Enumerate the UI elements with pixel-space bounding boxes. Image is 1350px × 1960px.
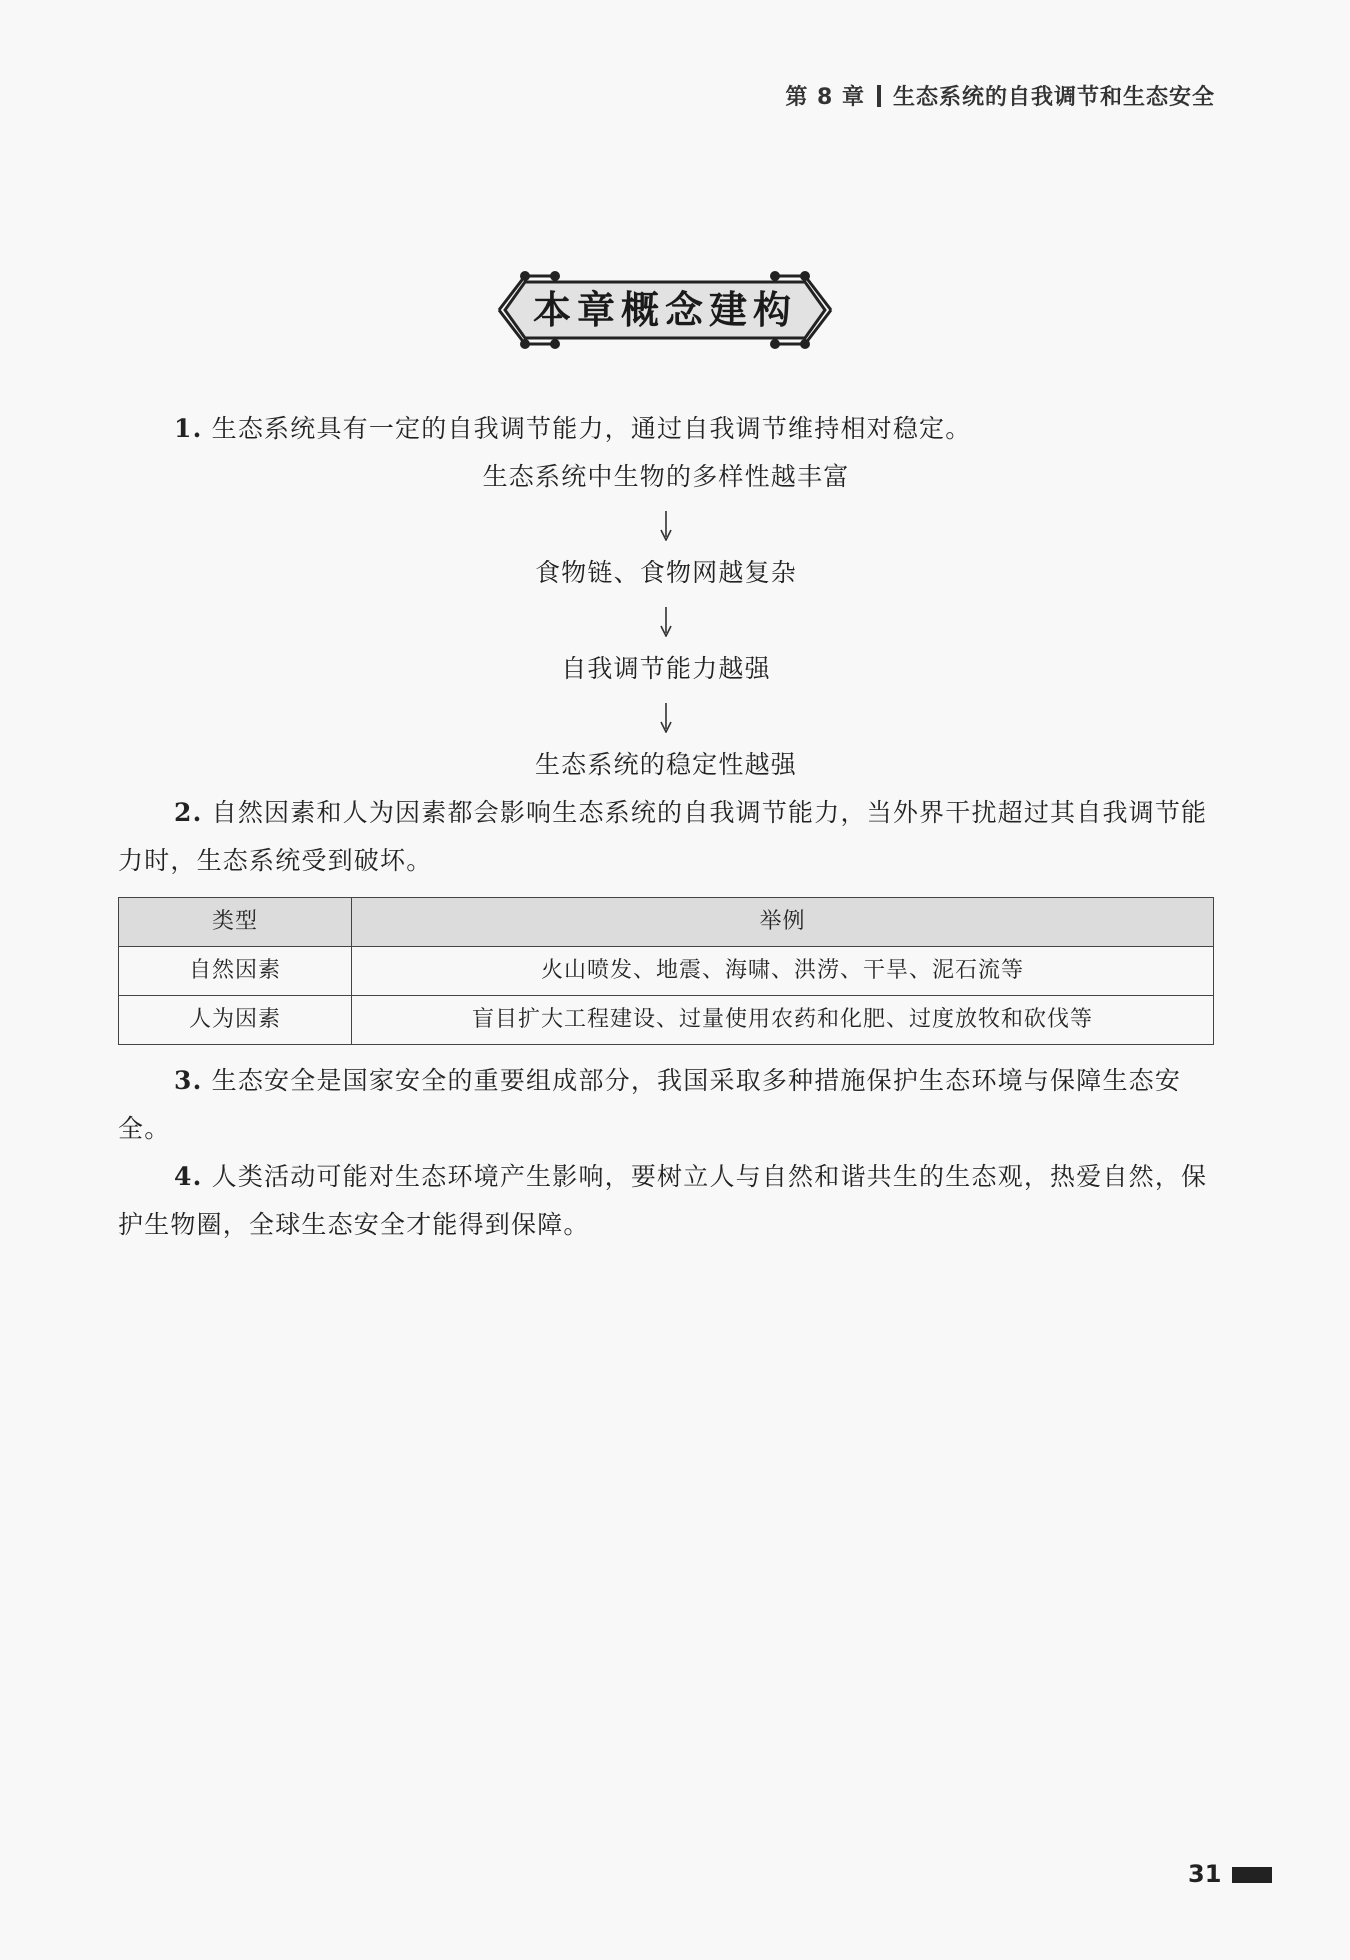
chapter-title: 生态系统的自我调节和生态安全 xyxy=(892,85,1215,110)
down-arrow-icon xyxy=(118,693,1214,741)
item-number: 3. xyxy=(174,1066,203,1095)
table-header-type: 类型 xyxy=(119,898,352,947)
section-title-banner xyxy=(485,270,845,350)
paragraph-3 xyxy=(118,1057,1214,1153)
flow-step-1: 生态系统中生物的多样性越丰富 xyxy=(482,462,850,491)
table-header-row xyxy=(119,898,1214,947)
table-row xyxy=(119,947,1214,996)
item-number: 2. xyxy=(174,798,203,827)
item-number: 1. xyxy=(174,414,203,443)
item-number: 4. xyxy=(174,1162,203,1191)
flow-step-3: 自我调节能力越强 xyxy=(561,654,771,683)
down-arrow-icon xyxy=(118,597,1214,645)
paragraph-text: 生态安全是国家安全的重要组成部分，我国采取多种措施保护生态环境与保障生态安全。 xyxy=(118,1066,1182,1143)
running-header xyxy=(785,80,1215,111)
factor-table xyxy=(118,897,1214,1045)
down-arrow-icon xyxy=(118,501,1214,549)
header-separator xyxy=(877,85,881,107)
flow-step-2: 食物链、食物网越复杂 xyxy=(534,558,797,587)
section-title: 本章概念建构 xyxy=(532,288,797,332)
main-content xyxy=(118,405,1214,1249)
paragraph-1 xyxy=(118,405,1214,453)
table-cell-example: 火山喷发、地震、海啸、洪涝、干旱、泥石流等 xyxy=(352,947,1214,996)
table-cell-type: 人为因素 xyxy=(119,996,352,1045)
flow-step-4: 生态系统的稳定性越强 xyxy=(534,750,797,779)
paragraph-2 xyxy=(118,789,1214,885)
table-cell-example: 盲目扩大工程建设、过量使用农药和化肥、过度放牧和砍伐等 xyxy=(352,996,1214,1045)
page-number-bar xyxy=(1232,1867,1272,1883)
concept-flow xyxy=(118,453,1214,789)
paragraph-text: 自然因素和人为因素都会影响生态系统的自我调节能力，当外界干扰超过其自我调节能力时，生态系统受到破坏。 xyxy=(118,798,1208,875)
chapter-number: 第 8 章 xyxy=(785,85,865,110)
paragraph-text: 人类活动可能对生态环境产生影响，要树立人与自然和谐共生的生态观，热爱自然，保护生物圈，全球生态安全才能得到保障。 xyxy=(118,1162,1208,1239)
table-cell-type: 自然因素 xyxy=(119,947,352,996)
paragraph-text: 生态系统具有一定的自我调节能力，通过自我调节维持相对稳定。 xyxy=(211,414,972,443)
page-number: 31 xyxy=(1188,1860,1222,1888)
table-row xyxy=(119,996,1214,1045)
paragraph-4 xyxy=(118,1153,1214,1249)
table-header-example: 举例 xyxy=(352,898,1214,947)
